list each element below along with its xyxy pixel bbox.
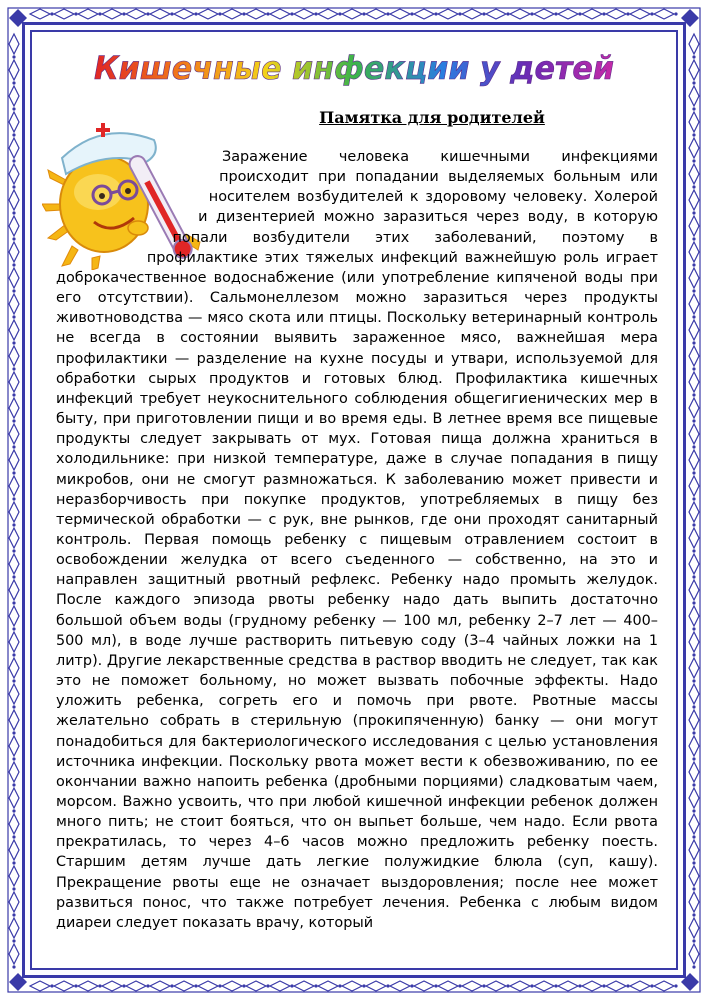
border-ornament [558,9,578,19]
border-dot [692,731,695,734]
border-ornament [198,9,218,19]
border-ornament [9,710,19,730]
border-ornament [9,450,19,470]
border-dot [692,679,695,682]
border-ornament [689,840,699,860]
border-dot [692,419,695,422]
border-dot [12,497,15,500]
border-dot [692,81,695,84]
border-ornament [9,112,19,132]
border-dot [12,627,15,630]
border-ornament [9,736,19,756]
border-dot [692,913,695,916]
border-ornament [689,216,699,236]
border-ornament [78,981,98,991]
border-ornament [689,424,699,444]
border-dot [692,783,695,786]
border-ornament [9,918,19,938]
border-ornament [9,190,19,210]
border-ornament [9,34,19,54]
border-dot [12,757,15,760]
border-ornament [318,9,338,19]
border-ornament [689,268,699,288]
border-dot [12,939,15,942]
border-dot [12,315,15,318]
border-dot [692,185,695,188]
border-ornament [30,981,50,991]
border-ornament [689,554,699,574]
border-dot [12,55,15,58]
border-dot [692,653,695,656]
border-dot [12,237,15,240]
border-ornament [9,840,19,860]
border-ornament [689,632,699,652]
border-dot [12,783,15,786]
border-ornament [689,684,699,704]
border-dot [692,835,695,838]
border-dot [12,965,15,968]
border-ornament [246,9,266,19]
border-ornament [9,892,19,912]
border-ornament [414,981,434,991]
border-ornament [294,9,314,19]
border-ornament [689,580,699,600]
border-dot [12,211,15,214]
border-ornament [9,554,19,574]
border-ornament [438,981,458,991]
border-dot [692,211,695,214]
border-ornament [510,981,530,991]
border-dot [12,835,15,838]
border-ornament [342,981,362,991]
border-dot [12,133,15,136]
border-ornament [689,502,699,522]
border-ornament [222,9,242,19]
border-ornament [654,9,674,19]
border-ornament [9,476,19,496]
border-ornament [9,346,19,366]
border-ornament [9,268,19,288]
border-dot [692,471,695,474]
border-ornament [689,918,699,938]
border-dot [12,679,15,682]
border-ornament [126,981,146,991]
border-ornament [689,606,699,626]
border-ornament [9,866,19,886]
border-ornament [486,981,506,991]
border-ornament [9,606,19,626]
border-ornament [9,762,19,782]
border-dot [692,497,695,500]
border-dot [12,445,15,448]
border-ornament [689,372,699,392]
border-ornament [174,981,194,991]
border-ornament [689,346,699,366]
border-ornament [9,658,19,678]
border-dot [12,601,15,604]
border-dot [692,237,695,240]
border-ornament [150,981,170,991]
border-dot [692,263,695,266]
border-dot [12,81,15,84]
border-ornament [689,450,699,470]
border-ornament [9,398,19,418]
border-ornament [689,762,699,782]
border-ornament [366,981,386,991]
border-dot [12,549,15,552]
border-ornament [486,9,506,19]
border-dot [12,913,15,916]
border-ornament [9,372,19,392]
border-ornament [9,528,19,548]
border-ornament [606,981,626,991]
border-ornament [558,981,578,991]
border-ornament [9,424,19,444]
border-ornament [9,632,19,652]
page-title [40,42,668,94]
border-ornament [9,684,19,704]
border-ornament [689,138,699,158]
border-ornament [9,580,19,600]
border-ornament [582,981,602,991]
border-ornament [150,9,170,19]
border-ornament [689,736,699,756]
border-ornament [689,60,699,80]
border-dot [12,887,15,890]
border-dot [692,159,695,162]
border-ornament [294,981,314,991]
border-ornament [102,981,122,991]
border-dot [674,984,677,987]
border-ornament [689,528,699,548]
border-dot [12,861,15,864]
border-dot [692,757,695,760]
border-dot [12,367,15,370]
border-ornament [689,242,699,262]
border-dot [692,367,695,370]
border-ornament [689,658,699,678]
border-ornament [689,164,699,184]
border-dot [692,445,695,448]
border-dot [12,471,15,474]
subtitle: Памятка для родителей [319,108,545,127]
border-dot [692,315,695,318]
border-ornament [174,9,194,19]
border-ornament [9,320,19,340]
border-ornament [318,981,338,991]
border-dot [12,185,15,188]
border-dot [12,107,15,110]
border-dot [692,289,695,292]
border-dot [692,549,695,552]
border-ornament [534,981,554,991]
border-ornament [462,981,482,991]
border-ornament [606,9,626,19]
border-ornament [342,9,362,19]
border-ornament [390,981,410,991]
border-ornament [30,9,50,19]
border-dot [12,419,15,422]
border-ornament [9,814,19,834]
border-ornament [689,112,699,132]
border-dot [692,107,695,110]
border-ornament [9,242,19,262]
border-ornament [54,981,74,991]
border-dot [692,133,695,136]
border-ornament [246,981,266,991]
border-ornament [630,9,650,19]
border-ornament [78,9,98,19]
border-ornament [438,9,458,19]
border-dot [692,55,695,58]
border-ornament [689,86,699,106]
border-ornament [9,788,19,808]
border-ornament [9,502,19,522]
border-dot [692,705,695,708]
border-dot [12,809,15,812]
border-ornament [689,398,699,418]
border-ornament [654,981,674,991]
border-dot [12,289,15,292]
border-ornament [689,190,699,210]
border-dot [12,159,15,162]
border-dot [12,575,15,578]
border-ornament [689,710,699,730]
border-ornament [689,788,699,808]
border-ornament [222,981,242,991]
border-ornament [9,294,19,314]
border-ornament [534,9,554,19]
border-dot [692,575,695,578]
border-dot [12,263,15,266]
border-ornament [270,9,290,19]
border-ornament [689,866,699,886]
border-dot [692,393,695,396]
border-ornament [54,9,74,19]
border-dot [692,601,695,604]
border-ornament [689,944,699,964]
border-ornament [582,9,602,19]
border-ornament [126,9,146,19]
border-ornament [9,60,19,80]
border-dot [12,393,15,396]
border-ornament [689,892,699,912]
border-dot [692,627,695,630]
border-ornament [9,138,19,158]
border-dot [12,731,15,734]
border-dot [692,887,695,890]
border-ornament [414,9,434,19]
border-dot [692,861,695,864]
border-dot [12,653,15,656]
border-dot [12,523,15,526]
border-ornament [630,981,650,991]
border-ornament [198,981,218,991]
border-ornament [9,164,19,184]
border-dot [12,705,15,708]
border-ornament [9,216,19,236]
border-ornament [9,86,19,106]
border-dot [692,341,695,344]
border-ornament [270,981,290,991]
border-ornament [390,9,410,19]
border-ornament [9,944,19,964]
border-ornament [102,9,122,19]
body-text-block [56,147,658,933]
border-ornament [510,9,530,19]
border-dot [674,12,677,15]
border-dot [692,809,695,812]
border-dot [692,523,695,526]
border-dot [692,939,695,942]
border-ornament [689,320,699,340]
border-ornament [689,476,699,496]
border-dot [12,341,15,344]
border-dot [692,965,695,968]
border-ornament [462,9,482,19]
page-title-text: Кишечные инфекции у детей [94,49,614,87]
border-ornament [366,9,386,19]
border-ornament [689,34,699,54]
border-ornament [689,814,699,834]
border-ornament [689,294,699,314]
body-text: Заражение человека кишечными инфекциями происходит при попадании выделяемых больным или носителем возбудителей к здоровому человеку. Холерой и дизентерией можно заразиться через воду, в которую попали возбудители этих заболеваний, поэтому в профилактике этих тяжелых инфекций важнейшую роль играет доброкачественное водоснабжение (или употребление кипяченой воды при его отсутствии). Сальмонеллезом можно заразиться через продукты животноводства — мясо скота или птицы. Поскольку ветеринарный контроль не всегда в состоянии выявить зараженное мясо, важнейшая мера профилактики — разделение на кухне посуды и утвари, используемой для обработки сырых продуктов и готовых блюд. Профилактика кишечных инфекций требует неукоснительного соблюдения общегигиенических мер в быту, при приготовлении пищи и во время еды. В летнее время все пищевые продукты следует закрывать от мух. Готовая пища должна храниться в холодильнике: при низкой температуре, даже в случае попадания в пищу микробов, они не смогут размножаться. К заболеванию может привести и неразборчивость при покупке продуктов, употребляемых в пищу без термической обработки — с рук, вне рынков, где они проходят санитарный контроль. Первая помощь ребенку с пищевым отравлением состоит в освобождении желудка от всего съеденного — собственно, на это и направлен защитный рвотный рефлекс. Ребенку надо промыть желудок. После каждого эпизода рвоты ребенку надо дать выпить достаточно большой объем воды (грудному ребенку — 100 мл, ребенку 2–7 лет — 400–500 мл), в воде лучше растворить питьевую соду (3–4 чайных ложки на 1 литр). Другие лекарственные средства в раствор вводить не следует, так как это не поможет больному, но может вызвать побочные эффекты. Надо уложить ребенка, согреть его и помочь при рвоте. Рвотные массы желательно собрать в стерильную (прокипяченную) банку — они могут понадобиться для бактериологического исследования с целью установления источника инфекции. Поскольку рвота может вести к обезвоживанию, по ее окончании важно напоить ребенка (дробными порциями) сладковатым чаем, морсом. Важно усвоить, что при любой кишечной инфекции ребенок должен много пить; не стоит бояться, что он выпьет больше, чем надо. Если рвота прекратилась, то через 4–6 часов можно предложить ребенку поесть. Старшим детям лучше дать легкие полужидкие блюла (суп, кашу). Прекращение рвоты еще не означает выздоровления; после нее может развиться понос, что также потребует лечения. Ребенка с любым видом диареи следует показать врачу, который [56,149,658,931]
